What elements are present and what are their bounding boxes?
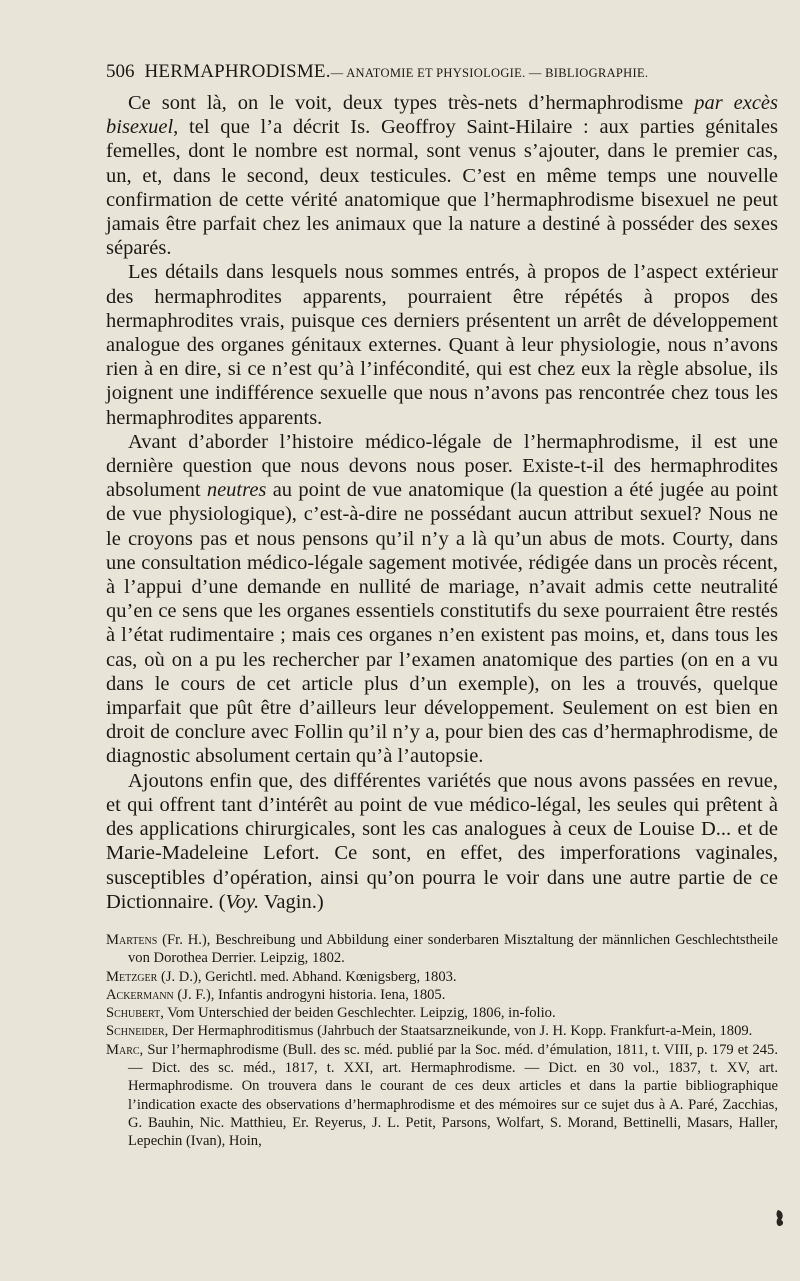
bib-author: Martens (106, 931, 158, 948)
paragraph: Les détails dans lesquels nous sommes entrés, à propos de l’aspect extérieur des hermaphrodites apparents, pourraient être répétés à propos des hermaphrodites vrais, puisque ces derniers présentent un arrêt de développement analogue des organes génitaux externes. Quant à leur physiologie, nous n’avons rien à en dire, si ce n’est qu’à l’infécondité, qui est chez eux la règle absolue, ils joignent une indifférence sexuelle que nous n’avons pas rencontrée chez tous les hermaphrodites apparents. (106, 261, 778, 429)
bibliography-entry: Ackermann (J. F.), Infantis androgyni historia. Iena, 1805. (106, 986, 446, 1003)
bib-author: Schneider (106, 1023, 165, 1040)
bib-author: Metzger (106, 968, 158, 985)
italic-term: Voy. (225, 890, 260, 913)
bibliography-entry: Martens (Fr. H.), Beschreibung und Abbildung einer sonderbaren Misztaltung der männlichen Geschlechtstheile von Dorothea Derrier. Leipzig, 1802. (106, 931, 778, 967)
page-number: 506 (106, 61, 135, 82)
bib-author: Ackermann (106, 986, 174, 1003)
paragraph: Avant d’aborder l’histoire médico-légale de l’hermaphrodisme, il est une dernière question que nous devons nous poser. Existe-t-il des hermaphrodites absolument neutres au point de vue anatomique (la question a été jugée au point de vue physiologique), c’est-à-dire ne possédant aucun attribut sexuel? Nous ne le croyons pas et nous pensons qu’il n’y a là qu’un abus de mots. Courty, dans une consultation médico-légale sagement motivée, rédigée dans un procès récent, à l’appui d’une demande en nullité de mariage, n’avait admis cette neutralité qu’en ce sens que les organes essentiels constitutifs du sexe pourraient être restés à l’état rudimentaire ; mais ces organes n’en existent pas moins, et, dans tous les cas, où on a pu les rechercher par l’examen anatomique des parties (on en a vu dans le cours de cet article plus d’un exemple), on les a trouvés, quelque imparfait que pût être d’ailleurs leur développement. Seulement on est bien en droit de conclure avec Follin qu’il n’y a, pour bien des cas d’hermaphrodisme, de diagnostic absolument certain qu’à l’autopsie. (106, 430, 778, 768)
bibliography-entry: Schneider, Der Hermaphroditismus (Jahrbuch der Staatsarzneikunde, von J. H. Kopp. Frankfurt-a-Mein, 1809. (106, 1023, 753, 1040)
body-text (106, 91, 778, 914)
paragraph: Ajoutons enfin que, des différentes variétés que nous avons passées en revue, et qui offrent tant d’intérêt au point de vue médico-légal, les seules qui prêtent à des applications chirurgicales, sont les cas analogues à ceux de Louise D... et de Marie-Madeleine Lefort. Ce sont, en effet, des imperforations vaginales, susceptibles d’opération, ainsi qu’on pourra le voir dans une autre partie de ce Dictionnaire. (Voy. Vagin.) (106, 769, 778, 913)
bibliography (106, 931, 778, 1151)
header-title: HERMAPHRODISME. (144, 61, 331, 82)
bibliography-entry: Metzger (J. D.), Gerichtl. med. Abhand. Kœnigsberg, 1803. (106, 968, 457, 985)
header-section: — ANATOMIE ET PHYSIOLOGIE. — BIBLIOGRAPHIE. (330, 66, 649, 80)
margin-ink-mark (774, 1208, 786, 1228)
italic-term: par excès bisexuel (106, 92, 778, 139)
bib-author: Marc (106, 1041, 140, 1058)
bibliography-entry: Schubert, Vom Unterschied der beiden Geschlechter. Leipzig, 1806, in-folio. (106, 1005, 556, 1022)
italic-term: neutres (206, 479, 267, 502)
paragraph: Ce sont là, on le voit, deux types très-nets d’hermaphrodisme par excès bisexuel, tel que l’a décrit Is. Geoffroy Saint-Hilaire : aux parties génitales femelles, dont le nombre est normal, sont venus s’ajouter, dans le premier cas, un, et, dans le second, deux testicules. C’est en même temps une nouvelle confirmation de cette vérité anatomique que l’hermaphrodisme bisexuel ne peut jamais être parfait chez les animaux que la nature a destiné à posséder des sexes séparés. (106, 92, 778, 260)
running-header (106, 60, 778, 85)
bibliography-entry: Marc, Sur l’hermaphrodisme (Bull. des sc. méd. publié par la Soc. méd. d’émulation, 1811, t. VIII, p. 179 et 245. — Dict. des sc. méd., 1817, t. XXI, art. Hermaphrodisme. — Dict. en 30 vol., 1837, t. XV, art. Hermaphrodisme. On trouvera dans le courant de ces deux articles et dans la partie bibliographique l’indication exacte des observations d’hermaphrodisme et des mémoires sur ce sujet dus à A. Paré, Zacchias, G. Bauhin, Nic. Matthieu, Er. Reyerus, J. L. Petit, Parsons, Wolfart, S. Morand, Bettinelli, Masars, Haller, Lepechin (Ivan), Hoin, (106, 1041, 778, 1150)
bib-author: Schubert (106, 1005, 161, 1022)
